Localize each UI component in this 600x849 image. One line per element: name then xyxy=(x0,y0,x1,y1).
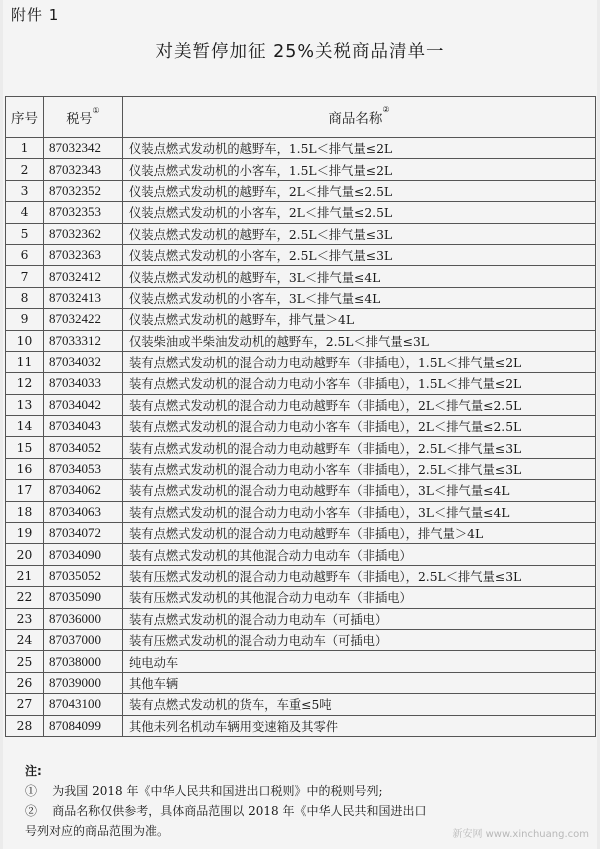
table-row xyxy=(6,394,596,415)
row-no: 19 xyxy=(6,523,44,544)
row-no: 20 xyxy=(6,544,44,565)
row-name: 装有压燃式发动机的混合动力电动车（可插电） xyxy=(123,629,596,650)
page-title: 对美暂停加征 25%关税商品清单一 xyxy=(155,42,445,62)
row-code: 87035052 xyxy=(44,565,123,586)
row-no: 5 xyxy=(6,223,44,244)
row-no: 13 xyxy=(6,394,44,415)
row-no: 18 xyxy=(6,501,44,522)
table-row xyxy=(6,138,596,159)
row-name: 装有点燃式发动机的货车，车重≤5吨 xyxy=(123,694,596,715)
row-code: 87034090 xyxy=(44,544,123,565)
row-name: 仪装点燃式发动机的越野车，1.5L＜排气量≤2L xyxy=(123,138,596,159)
row-name: 其他未列名机动车辆用变速箱及其零件 xyxy=(123,715,596,736)
row-name: 纯电动车 xyxy=(123,651,596,672)
row-name: 仪装点燃式发动机的越野车，2.5L＜排气量≤3L xyxy=(123,223,596,244)
document-page xyxy=(3,0,597,849)
row-name: 装有点燃式发动机的混合动力电动越野车（非插电），排气量＞4L xyxy=(123,523,596,544)
table-row xyxy=(6,223,596,244)
row-no: 23 xyxy=(6,608,44,629)
footnote-mark-2: ② xyxy=(382,105,390,114)
row-no: 27 xyxy=(6,694,44,715)
row-code: 87034052 xyxy=(44,437,123,458)
row-no: 24 xyxy=(6,629,44,650)
row-no: 26 xyxy=(6,672,44,693)
row-code: 87032353 xyxy=(44,202,123,223)
note-2-continuation: 号列对应的商品范围为准。 xyxy=(25,824,170,838)
row-no: 21 xyxy=(6,565,44,586)
row-code: 87034063 xyxy=(44,501,123,522)
row-name: 装有点燃式发动机的混合动力电动越野车（非插电），2L＜排气量≤2.5L xyxy=(123,394,596,415)
table-row xyxy=(6,180,596,201)
row-no: 2 xyxy=(6,159,44,180)
table-row xyxy=(6,244,596,265)
row-code: 87084099 xyxy=(44,715,123,736)
row-no: 8 xyxy=(6,287,44,308)
row-code: 87032413 xyxy=(44,287,123,308)
table-row xyxy=(6,608,596,629)
table-row xyxy=(6,651,596,672)
row-code: 87034042 xyxy=(44,394,123,415)
row-code: 87034033 xyxy=(44,373,123,394)
row-name: 装有点燃式发动机的混合动力电动小客车（非插电），1.5L＜排气量≤2L xyxy=(123,373,596,394)
header-name: 商品名称② xyxy=(123,97,596,138)
table-row xyxy=(6,501,596,522)
table-row xyxy=(6,672,596,693)
table-row xyxy=(6,159,596,180)
row-name: 装有点燃式发动机的其他混合动力电动车（非插电） xyxy=(123,544,596,565)
row-code: 87036000 xyxy=(44,608,123,629)
row-name: 装有压燃式发动机的其他混合动力电动车（非插电） xyxy=(123,587,596,608)
row-no: 16 xyxy=(6,458,44,479)
table-row xyxy=(6,565,596,586)
row-name: 仪装点燃式发动机的小客车，1.5L＜排气量≤2L xyxy=(123,159,596,180)
row-code: 87032363 xyxy=(44,244,123,265)
table-row xyxy=(6,523,596,544)
row-name: 仪装点燃式发动机的越野车，排气量＞4L xyxy=(123,309,596,330)
row-code: 87034043 xyxy=(44,416,123,437)
row-no: 22 xyxy=(6,587,44,608)
table-row xyxy=(6,458,596,479)
table-row xyxy=(6,330,596,351)
table-row xyxy=(6,202,596,223)
row-code: 87034053 xyxy=(44,458,123,479)
table-row xyxy=(6,287,596,308)
note-1: ① 为我国 2018 年《中华人民共和国进出口税则》中的税则号列; xyxy=(25,784,383,798)
row-code: 87032352 xyxy=(44,180,123,201)
tariff-list-table xyxy=(5,96,596,737)
table-row xyxy=(6,309,596,330)
row-code: 87034072 xyxy=(44,523,123,544)
row-no: 15 xyxy=(6,437,44,458)
annex-label: 附件 1 xyxy=(11,6,60,24)
table-row xyxy=(6,266,596,287)
row-name: 其他车辆 xyxy=(123,672,596,693)
row-code: 87032342 xyxy=(44,138,123,159)
row-code: 87034032 xyxy=(44,351,123,372)
watermark: 新安网 www.xinchuang.com xyxy=(452,829,589,840)
row-name: 装有压燃式发动机的混合动力电动越野车（非插电），2.5L＜排气量≤3L xyxy=(123,565,596,586)
row-name: 装有点燃式发动机的混合动力电动小客车（非插电），3L＜排气量≤4L xyxy=(123,501,596,522)
row-no: 7 xyxy=(6,266,44,287)
row-no: 6 xyxy=(6,244,44,265)
header-no: 序号 xyxy=(6,97,44,138)
row-code: 87035090 xyxy=(44,587,123,608)
row-no: 4 xyxy=(6,202,44,223)
row-name: 仪装点燃式发动机的小客车，2L＜排气量≤2.5L xyxy=(123,202,596,223)
table-row xyxy=(6,351,596,372)
row-code: 87032412 xyxy=(44,266,123,287)
row-code: 87032362 xyxy=(44,223,123,244)
row-name: 仪装点燃式发动机的小客车，2.5L＜排气量≤3L xyxy=(123,244,596,265)
row-name: 装有点燃式发动机的混合动力电动越野车（非插电），3L＜排气量≤4L xyxy=(123,480,596,501)
row-code: 87032422 xyxy=(44,309,123,330)
row-no: 25 xyxy=(6,651,44,672)
row-name: 装有点燃式发动机的混合动力电动小客车（非插电），2.5L＜排气量≤3L xyxy=(123,458,596,479)
row-code: 87038000 xyxy=(44,651,123,672)
table-row xyxy=(6,629,596,650)
table-row xyxy=(6,694,596,715)
row-no: 12 xyxy=(6,373,44,394)
row-name: 仪装点燃式发动机的小客车，3L＜排气量≤4L xyxy=(123,287,596,308)
row-code: 87033312 xyxy=(44,330,123,351)
table-row xyxy=(6,544,596,565)
row-code: 87037000 xyxy=(44,629,123,650)
row-no: 10 xyxy=(6,330,44,351)
row-code: 87032343 xyxy=(44,159,123,180)
note-2: ② 商品名称仅供参考，具体商品范围以 2018 年《中华人民共和国进出口 xyxy=(25,804,427,818)
row-name: 仪装点燃式发动机的越野车，2L＜排气量≤2.5L xyxy=(123,180,596,201)
row-no: 11 xyxy=(6,351,44,372)
notes-heading: 注: xyxy=(25,764,42,778)
row-no: 1 xyxy=(6,138,44,159)
row-name: 装有点燃式发动机的混合动力电动小客车（非插电），2L＜排气量≤2.5L xyxy=(123,416,596,437)
row-name: 仪装点燃式发动机的越野车，3L＜排气量≤4L xyxy=(123,266,596,287)
table-row xyxy=(6,587,596,608)
table-header-row xyxy=(6,97,596,138)
row-name: 仅装柴油或半柴油发动机的越野车，2.5L＜排气量≤3L xyxy=(123,330,596,351)
table-row xyxy=(6,480,596,501)
row-name: 装有点燃式发动机的混合动力电动车（可插电） xyxy=(123,608,596,629)
row-no: 28 xyxy=(6,715,44,736)
table-row xyxy=(6,373,596,394)
table-row xyxy=(6,715,596,736)
row-no: 17 xyxy=(6,480,44,501)
row-code: 87039000 xyxy=(44,672,123,693)
row-code: 87043100 xyxy=(44,694,123,715)
table-row xyxy=(6,437,596,458)
table-row xyxy=(6,416,596,437)
row-no: 3 xyxy=(6,180,44,201)
footnote-mark-1: ① xyxy=(92,105,100,115)
row-name: 装有点燃式发动机的混合动力电动越野车（非插电），1.5L＜排气量≤2L xyxy=(123,351,596,372)
header-code: 税号① xyxy=(44,97,123,138)
row-no: 9 xyxy=(6,309,44,330)
row-code: 87034062 xyxy=(44,480,123,501)
row-no: 14 xyxy=(6,416,44,437)
row-name: 装有点燃式发动机的混合动力电动越野车（非插电），2.5L＜排气量≤3L xyxy=(123,437,596,458)
